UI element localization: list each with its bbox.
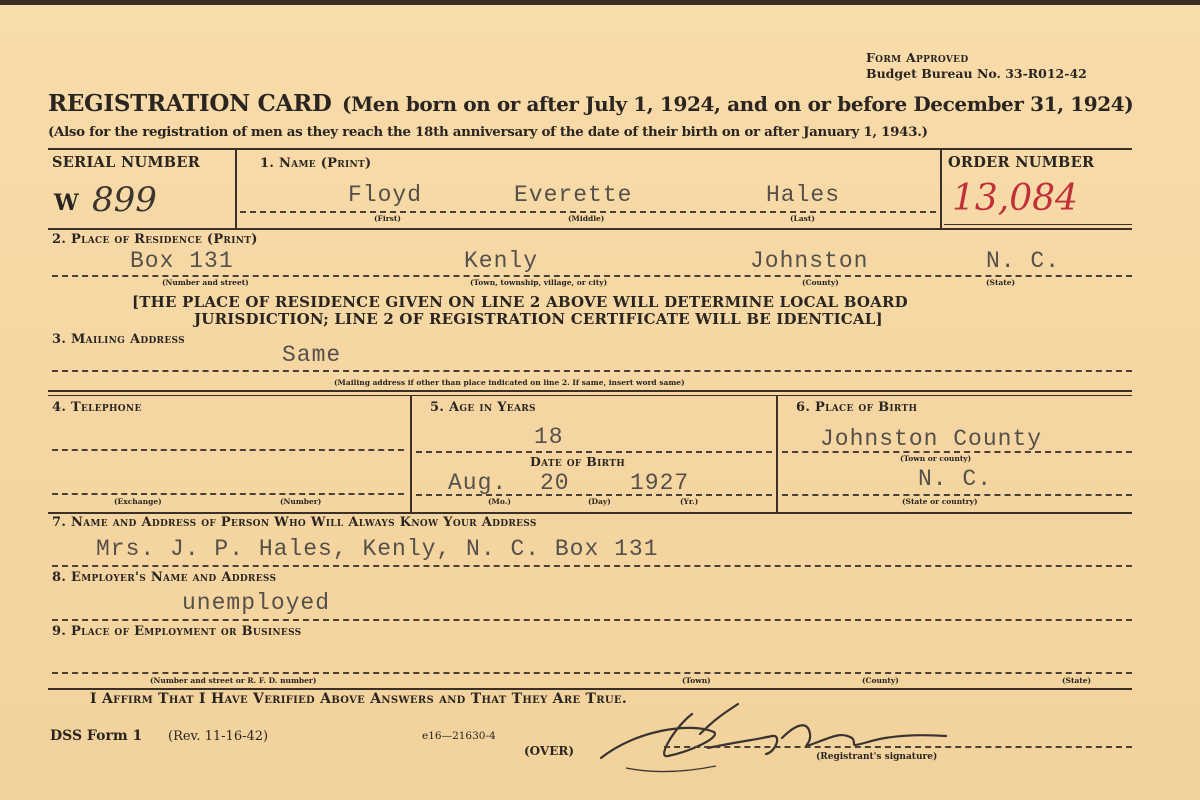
contact-underline — [52, 565, 1132, 567]
signature-caption: (Registrant's signature) — [816, 752, 938, 762]
dob-underline — [416, 494, 772, 496]
affirmation-text: I Affirm That I Have Verified Above Answers and That They Are True. — [90, 691, 627, 707]
birthplace-state-caption: (State or country) — [902, 497, 978, 506]
mailing-value: Same — [282, 342, 342, 368]
birthplace-state-value: N. C. — [918, 466, 993, 492]
name-label: 1. Name (Print) — [260, 156, 372, 171]
telephone-exchange-caption: (Exchange) — [114, 497, 162, 506]
top-edge — [0, 0, 1200, 5]
dss-form-revision: (Rev. 11-16-42) — [168, 729, 269, 744]
name-last-value: Hales — [766, 182, 841, 208]
residence-street-value: Box 131 — [130, 248, 234, 274]
dss-form-id: DSS Form 1 — [50, 728, 143, 744]
residence-street-caption: (Number and street) — [162, 278, 249, 287]
dob-day-caption: (Day) — [588, 497, 611, 506]
residence-county-value: Johnston — [750, 248, 869, 274]
residence-label: 2. Place of Residence (Print) — [52, 232, 258, 247]
card-title: REGISTRATION CARD — [48, 90, 332, 117]
order-underline — [944, 224, 1132, 225]
dob-month-value: Aug. — [448, 470, 508, 496]
print-code: e16—21630-4 — [422, 730, 496, 742]
employment-town-caption: (Town) — [682, 676, 711, 685]
name-first-caption: (First) — [374, 214, 401, 223]
form-approved-label: Form Approved — [866, 50, 969, 65]
name-first-value: Floyd — [348, 182, 423, 208]
birthplace-state-underline — [782, 494, 1132, 496]
serial-number-value: 899 — [92, 180, 157, 220]
residence-state-value: N. C. — [986, 248, 1061, 274]
age-left-divider — [410, 396, 412, 512]
dob-label: Date of Birth — [530, 454, 626, 469]
mailing-underline — [52, 370, 1132, 372]
serial-prefix: W — [54, 190, 79, 216]
birthplace-town-underline — [782, 451, 1132, 453]
employment-state-caption: (State) — [1062, 676, 1092, 685]
mailing-caption: (Mailing address if other than place indicated on line 2. If same, insert word same) — [334, 378, 685, 387]
name-last-caption: (Last) — [790, 214, 815, 223]
residence-underline — [52, 275, 1132, 277]
employer-label: 8. Employer's Name and Address — [52, 570, 277, 585]
dob-year-caption: (Yr.) — [680, 497, 699, 506]
birthplace-label: 6. Place of Birth — [796, 400, 918, 415]
name-underline — [240, 211, 936, 213]
age-label: 5. Age in Years — [430, 400, 536, 415]
employment-underline — [52, 672, 1132, 674]
residence-state-caption: (State) — [986, 278, 1016, 287]
residence-notice-line2: JURISDICTION; LINE 2 OF REGISTRATION CERTIFICATE WILL BE IDENTICAL] — [194, 310, 883, 328]
residence-town-caption: (Town, township, village, or city) — [470, 278, 608, 287]
telephone-line-2 — [52, 493, 404, 495]
residence-notice-line1: [THE PLACE OF RESIDENCE GIVEN ON LINE 2 ABOVE WILL DETERMINE LOCAL BOARD — [132, 293, 908, 311]
telephone-label: 4. Telephone — [52, 400, 142, 415]
contact-label: 7. Name and Address of Person Who Will Always Know Your Address — [52, 515, 537, 530]
frame-top-line — [48, 148, 1132, 150]
employment-county-caption: (County) — [862, 676, 899, 685]
order-number-value: 13,084 — [952, 178, 1078, 219]
signature-text — [726, 712, 889, 747]
dob-month-caption: (Mo.) — [488, 497, 511, 506]
contact-value: Mrs. J. P. Hales, Kenly, N. C. Box 131 — [96, 536, 659, 562]
birthplace-divider — [776, 396, 778, 512]
name-middle-caption: (Middle) — [568, 214, 605, 223]
order-number-label: ORDER NUMBER — [948, 154, 1095, 171]
employer-underline — [52, 619, 1132, 621]
row4-bottom-line — [48, 512, 1132, 514]
row3-bottom-line-b — [48, 395, 1132, 396]
order-divider — [940, 148, 942, 228]
card-scope: (Men born on or after July 1, 1924, and on or before December 31, 1924) — [342, 92, 1134, 116]
signature-underline — [664, 746, 1132, 748]
over-label: (OVER) — [524, 744, 575, 758]
telephone-number-caption: (Number) — [280, 497, 322, 506]
dob-year-value: 1927 — [630, 470, 690, 496]
card-subtitle: (Also for the registration of men as they reach the 18th anniversary of the date of their birth on or after January 1, 1943.) — [48, 124, 928, 140]
name-middle-value: Everette — [514, 182, 633, 208]
age-underline — [416, 451, 772, 453]
employment-street-caption: (Number and street or R. F. D. number) — [150, 676, 317, 685]
residence-county-caption: (County) — [802, 278, 839, 287]
mailing-label: 3. Mailing Address — [52, 332, 185, 347]
serial-divider — [235, 148, 237, 228]
dob-day-value: 20 — [540, 470, 570, 496]
birthplace-town-value: Johnston County — [820, 426, 1043, 452]
age-value: 18 — [534, 424, 564, 450]
row1-bottom-line — [48, 228, 1132, 230]
serial-number-label: SERIAL NUMBER — [52, 154, 201, 171]
birthplace-town-caption: (Town or county) — [900, 454, 972, 463]
telephone-line-1 — [52, 449, 404, 451]
row3-bottom-line-a — [48, 390, 1132, 392]
employer-value: unemployed — [182, 590, 331, 616]
residence-town-value: Kenly — [464, 248, 539, 274]
employment-label: 9. Place of Employment or Business — [52, 624, 302, 639]
budget-bureau-number: Budget Bureau No. 33-R012-42 — [866, 66, 1087, 81]
